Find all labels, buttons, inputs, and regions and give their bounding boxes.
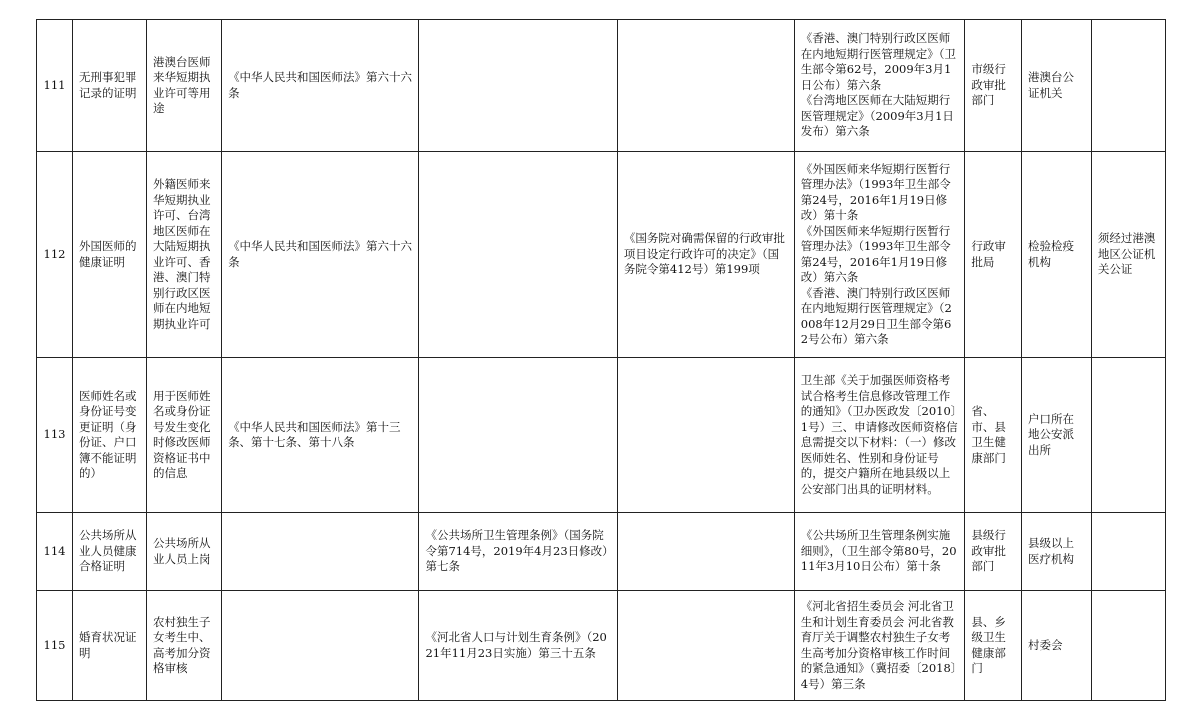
certificate-name: 无刑事犯罪记录的证明 <box>72 20 146 152</box>
row-number: 111 <box>37 20 73 152</box>
approval-department: 县级行政审批部门 <box>965 513 1022 591</box>
council-decision <box>617 591 794 701</box>
note <box>1091 358 1165 513</box>
council-decision <box>617 358 794 513</box>
certificate-name: 外国医师的健康证明 <box>72 152 146 358</box>
table-row <box>37 513 1166 591</box>
usage: 公共场所从业人员上岗 <box>147 513 222 591</box>
law-basis: 《中华人民共和国医师法》第六十六条 <box>222 20 419 152</box>
rules-basis: 《外国医师来华短期行医暂行管理办法》（1993年卫生部令第24号，2016年1月19日修改）第十条 《外国医师来华短期行医暂行管理办法》（1993年卫生部令第24号，2016年1月19日修改）第六条 《香港、澳门特别行政区医师在内地短期行医管理规定》（2008年12月29日卫生部令第62号公布）第六条 <box>794 152 965 358</box>
rules-basis: 《香港、澳门特别行政区医师在内地短期行医管理规定》（卫生部令第62号，2009年3月1日公布）第六条 《台湾地区医师在大陆短期行医管理规定》（2009年3月1日发布）第六条 <box>794 20 965 152</box>
issuing-authority: 村委会 <box>1021 591 1091 701</box>
approval-department: 市级行政审批部门 <box>965 20 1022 152</box>
table-row <box>37 591 1166 701</box>
certificate-name: 公共场所从业人员健康合格证明 <box>72 513 146 591</box>
row-number: 115 <box>37 591 73 701</box>
regulation-basis: 《河北省人口与计划生育条例》（2021年11月23日实施）第三十五条 <box>419 591 617 701</box>
council-decision: 《国务院对确需保留的行政审批项目设定行政许可的决定》（国务院令第412号）第199项 <box>617 152 794 358</box>
law-basis <box>222 591 419 701</box>
usage: 外籍医师来华短期执业许可、台湾地区医师在大陆短期执业许可、香港、澳门特别行政区医师在内地短期执业许可 <box>147 152 222 358</box>
issuing-authority: 检验检疫机构 <box>1021 152 1091 358</box>
row-number: 112 <box>37 152 73 358</box>
rules-basis: 卫生部《关于加强医师资格考试合格考生信息修改管理工作的通知》（卫办医政发〔2010〕1号）三、申请修改医师资格信息需提交以下材料：（一）修改医师姓名、性别和身份证号的，提交户籍所在地县级以上公安部门出具的证明材料。 <box>794 358 965 513</box>
certificate-table <box>36 19 1166 701</box>
note <box>1091 20 1165 152</box>
usage: 农村独生子女考生中、高考加分资格审核 <box>147 591 222 701</box>
certificate-name: 婚育状况证明 <box>72 591 146 701</box>
table-row <box>37 152 1166 358</box>
council-decision <box>617 513 794 591</box>
usage: 用于医师姓名或身份证号发生变化时修改医师资格证书中的信息 <box>147 358 222 513</box>
issuing-authority: 县级以上医疗机构 <box>1021 513 1091 591</box>
regulation-basis <box>419 20 617 152</box>
law-basis: 《中华人民共和国医师法》第六十六条 <box>222 152 419 358</box>
table-row <box>37 358 1166 513</box>
regulation-basis: 《公共场所卫生管理条例》（国务院令第714号，2019年4月23日修改）第七条 <box>419 513 617 591</box>
issuing-authority: 户口所在地公安派出所 <box>1021 358 1091 513</box>
approval-department: 省、市、县卫生健康部门 <box>965 358 1022 513</box>
note: 须经过港澳地区公证机关公证 <box>1091 152 1165 358</box>
rules-basis: 《河北省招生委员会 河北省卫生和计划生育委员会 河北省教育厅关于调整农村独生子女考生高考加分资格审核工作时间的紧急通知》（冀招委〔2018〕4号）第三条 <box>794 591 965 701</box>
issuing-authority: 港澳台公证机关 <box>1021 20 1091 152</box>
certificate-name: 医师姓名或身份证号变更证明（身份证、户口簿不能证明的） <box>72 358 146 513</box>
row-number: 113 <box>37 358 73 513</box>
note <box>1091 513 1165 591</box>
usage: 港澳台医师来华短期执业许可等用途 <box>147 20 222 152</box>
approval-department: 行政审批局 <box>965 152 1022 358</box>
council-decision <box>617 20 794 152</box>
row-number: 114 <box>37 513 73 591</box>
regulation-basis <box>419 152 617 358</box>
approval-department: 县、乡级卫生健康部门 <box>965 591 1022 701</box>
note <box>1091 591 1165 701</box>
rules-basis: 《公共场所卫生管理条例实施细则》，（卫生部令第80号，2011年3月10日公布）第十条 <box>794 513 965 591</box>
table-row <box>37 20 1166 152</box>
regulation-basis <box>419 358 617 513</box>
law-basis <box>222 513 419 591</box>
law-basis: 《中华人民共和国医师法》第十三条、第十七条、第十八条 <box>222 358 419 513</box>
